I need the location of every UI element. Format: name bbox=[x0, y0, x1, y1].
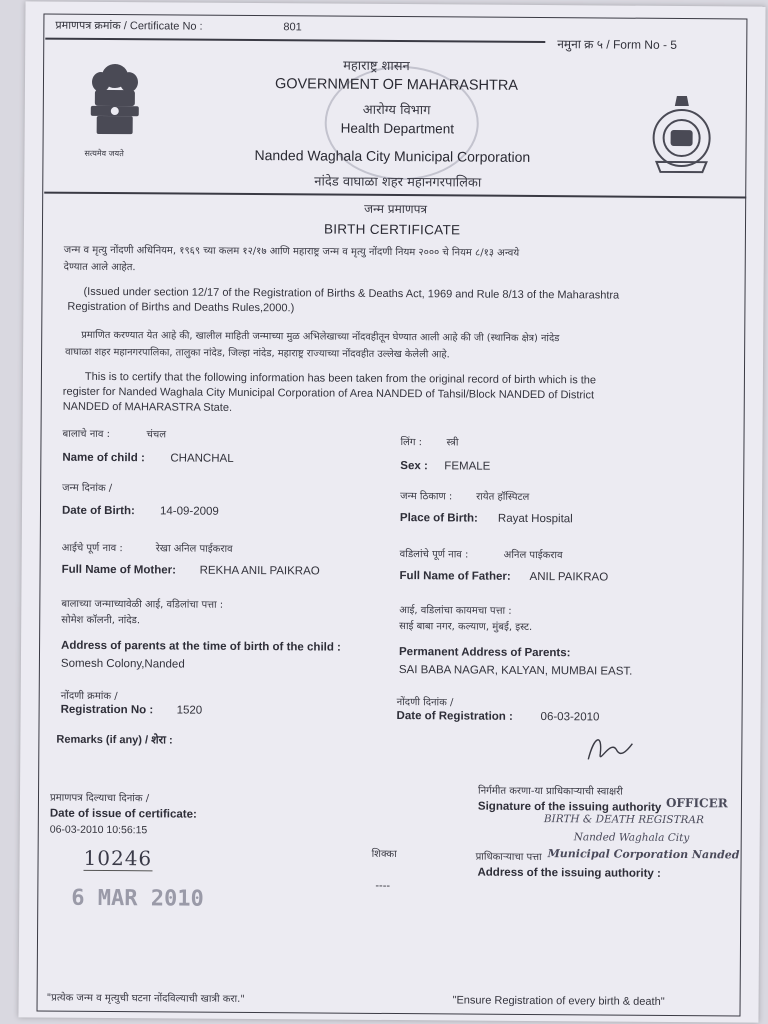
sex-mr-label: लिंग : bbox=[400, 437, 423, 449]
father-value: ANIL PAIKRAO bbox=[529, 570, 609, 584]
title-marathi: जन्म प्रमाणपत्र bbox=[364, 201, 428, 217]
child-name-label: Name of child : bbox=[62, 451, 145, 465]
gov-english: GOVERNMENT OF MAHARASHTRA bbox=[274, 76, 519, 94]
child-mr-value: चंचल bbox=[146, 429, 167, 441]
dept-english: Health Department bbox=[340, 120, 455, 137]
intro-marathi-2b: वाघाळा शहर महानगरपालिका, तालुका नांदेड, जिल्हा नांदेड, महाराष्ट्र राज्याच्या नोंदवहीत उल्लेख केलेली आहे. bbox=[65, 346, 450, 361]
stamp-registrar: BIRTH & DEATH REGISTRAR bbox=[543, 813, 704, 827]
sig-mr-label: निर्गमीत करणा-या प्राधिकाऱ्याची स्वाक्षरी bbox=[478, 785, 623, 798]
reg-no-label: Registration No : bbox=[60, 703, 154, 717]
reg-no-mr-label: नोंदणी क्रमांक / bbox=[60, 690, 118, 703]
child-mr-label: बालाचे नाव : bbox=[62, 428, 111, 441]
dob-value: 14-09-2009 bbox=[159, 505, 219, 518]
addr-birth-mr-label: बालाच्या जन्माच्यावेळी आई, वडिलांचा पत्ता : bbox=[61, 598, 224, 611]
corp-english: Nanded Waghala City Municipal Corporation bbox=[254, 147, 531, 165]
signature-scribble bbox=[580, 729, 640, 769]
addr-perm-label: Permanent Address of Parents: bbox=[398, 646, 571, 660]
seal-dashes: ---- bbox=[375, 879, 391, 892]
mother-mr-value: रेखा अनिल पाईकराव bbox=[155, 543, 233, 555]
sex-label: Sex : bbox=[400, 460, 428, 473]
stamp-city: Nanded Waghala City bbox=[573, 831, 690, 845]
intro-english-2b: register for Nanded Waghala City Municipal Corporation of Area NANDED of Tahsil/Block NANDED of District bbox=[62, 385, 595, 402]
pob-label: Place of Birth: bbox=[399, 512, 478, 525]
stamp-corp: Municipal Corporation Nanded bbox=[547, 847, 740, 862]
remarks-label: Remarks (if any) / शेरा : bbox=[56, 733, 173, 747]
father-mr-value: अनिल पाईकराव bbox=[503, 549, 563, 562]
form-no: नमुना क्र ५ / Form No - 5 bbox=[557, 37, 678, 52]
intro-english-1a: (Issued under section 12/17 of the Registration of Births & Deaths Act, 1969 and Rule 8/13 of the Maharashtra bbox=[83, 285, 620, 302]
addr-perm-mr-value: साई बाबा नगर, कल्याण, मुंबई, इस्ट. bbox=[399, 621, 533, 633]
slogan-english: "Ensure Registration of every birth & death" bbox=[452, 994, 665, 1008]
intro-english-1b: Registration of Births and Deaths Rules,2000.) bbox=[67, 300, 295, 315]
corp-marathi: नांदेड वाघाळा शहर महानगरपालिका bbox=[314, 174, 482, 191]
state-emblem-icon bbox=[83, 58, 148, 148]
addr-label: Address of the issuing authority : bbox=[477, 866, 661, 880]
reg-date-mr-label: नोंदणी दिनांक / bbox=[396, 697, 454, 709]
father-label: Full Name of Father: bbox=[399, 570, 511, 583]
stamp-officer: OFFICER bbox=[665, 795, 728, 811]
certificate-no-value: 801 bbox=[283, 21, 302, 34]
dob-label: Date of Birth: bbox=[61, 504, 135, 518]
sex-value: FEMALE bbox=[444, 460, 491, 473]
handwritten-number: 10246 bbox=[83, 845, 153, 871]
certificate-paper bbox=[18, 1, 765, 1022]
dept-marathi: आरोग्य विभाग bbox=[362, 102, 431, 119]
emblem-caption: सत्यमेव जयते bbox=[84, 148, 124, 159]
addr-perm-mr-label: आई, वडिलांचा कायमचा पत्ता : bbox=[399, 605, 512, 617]
dob-mr-label: जन्म दिनांक / bbox=[62, 482, 113, 495]
intro-marathi-2a: प्रमाणित करण्यात येत आहे की, खालील माहिती जन्माच्या मुळ अभिलेखाच्या नोंदवहीतून घेण्यात आली आहे की जी (स्थानिक क्षेत्र) नांदेड bbox=[81, 329, 560, 345]
corporation-seal-icon bbox=[646, 92, 717, 178]
issue-mr-label: प्रमाणपत्र दिल्याचा दिनांक / bbox=[49, 792, 150, 805]
reg-date-value: 06-03-2010 bbox=[540, 711, 600, 724]
date-stamp: 6 MAR 2010 bbox=[71, 885, 204, 912]
addr-birth-label: Address of parents at the time of birth of the child : bbox=[61, 639, 341, 654]
father-mr-label: वडिलांचे पूर्ण नाव : bbox=[399, 549, 469, 561]
certificate-no-label: प्रमाणपत्र क्रमांक / Certificate No : bbox=[55, 19, 203, 33]
sig-label: Signature of the issuing authority bbox=[477, 800, 662, 814]
gov-marathi: महाराष्ट्र शासन bbox=[343, 58, 410, 75]
title-english: BIRTH CERTIFICATE bbox=[323, 221, 461, 238]
mother-label: Full Name of Mother: bbox=[61, 563, 177, 577]
issue-label: Date of issue of certificate: bbox=[49, 807, 197, 821]
issue-value: 06-03-2010 10:56:15 bbox=[49, 823, 148, 837]
addr-perm-value: SAI BABA NAGAR, KALYAN, MUMBAI EAST. bbox=[398, 664, 633, 678]
sex-mr-value: स्त्री bbox=[446, 437, 459, 449]
reg-date-label: Date of Registration : bbox=[396, 710, 513, 723]
intro-english-2a: This is to certify that the following information has been taken from the original record of birth which is the bbox=[84, 370, 597, 387]
addr-mr-label: प्राधिकाऱ्याचा पत्ता bbox=[475, 851, 542, 864]
pob-value: Rayat Hospital bbox=[497, 512, 573, 526]
addr-birth-value: Somesh Colony,Nanded bbox=[60, 657, 185, 671]
addr-birth-mr-value: सोमेश कॉलनी, नांदेड. bbox=[61, 614, 141, 627]
intro-english-2c: NANDED of MAHARASTRA State. bbox=[62, 400, 233, 414]
reg-no-value: 1520 bbox=[176, 704, 203, 717]
mother-value: REKHA ANIL PAIKRAO bbox=[199, 564, 320, 578]
intro-marathi-1b: देण्यात आले आहेत. bbox=[63, 261, 136, 274]
child-name-value: CHANCHAL bbox=[170, 452, 234, 465]
slogan-marathi: "प्रत्येक जन्म व मृत्युची घटना नोंदविल्याची खात्री करा." bbox=[46, 992, 245, 1005]
seal-mr-label: शिक्का bbox=[371, 848, 397, 861]
pob-mr-value: रायेत हॉस्पिटल bbox=[476, 491, 530, 503]
intro-marathi-1a: जन्म व मृत्यु नोंदणी अधिनियम, १९६९ च्या कलम १२/१७ आणि महाराष्ट्र जन्म व मृत्यु नोंदणी नियम २००० चे नियम ८/१३ अन्वये bbox=[63, 244, 520, 259]
pob-mr-label: जन्म ठिकाण : bbox=[400, 491, 453, 503]
mother-mr-label: आईचे पूर्ण नाव : bbox=[61, 542, 123, 555]
